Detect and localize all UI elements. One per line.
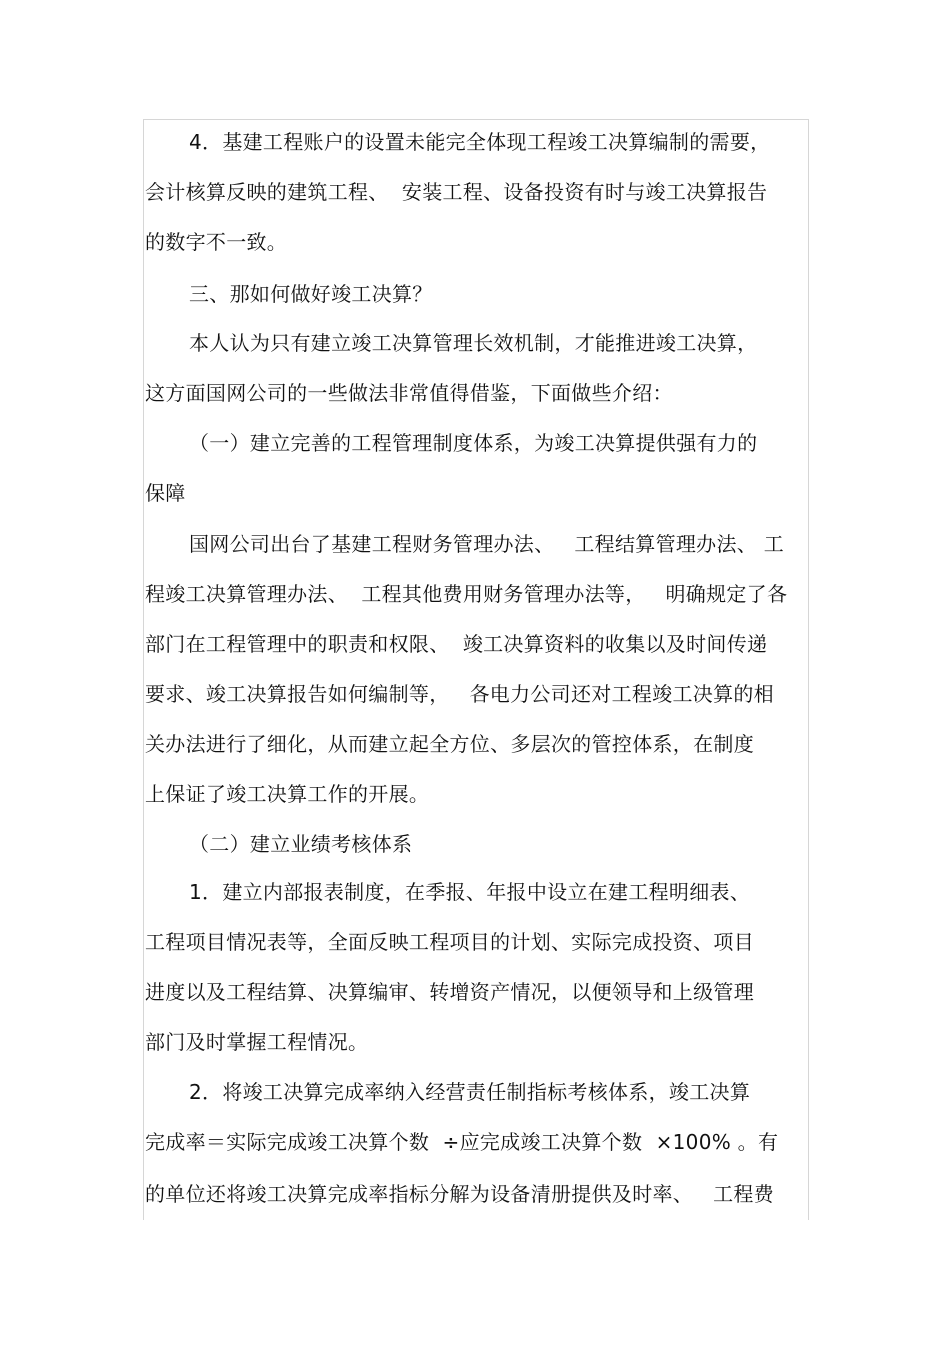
paragraph-line: 本人认为只有建立竣工决算管理长效机制，才能推进竣工决算， [189, 331, 758, 355]
subsection-heading: 保障 [145, 481, 186, 505]
paragraph-line: 关办法进行了细化，从而建立起全方位、多层次的管控体系，在制度 [145, 732, 754, 756]
paragraph-line: 要求、竣工决算报告如何编制等， 各电力公司还对工程竣工决算的相 [145, 682, 774, 706]
paragraph-line: 会计核算反映的建筑工程、 安装工程、设备投资有时与竣工决算报告 [145, 180, 768, 204]
paragraph-line: 2．将竣工决算完成率纳入经营责任制指标考核体系，竣工决算 [189, 1080, 751, 1104]
paragraph-line: 部门在工程管理中的职责和权限、 竣工决算资料的收集以及时间传递 [145, 632, 768, 656]
paragraph-line: 上保证了竣工决算工作的开展。 [145, 782, 430, 806]
paragraph-line: 程竣工决算管理办法、 工程其他费用财务管理办法等， 明确规定了各 [145, 582, 788, 606]
section-heading: 三、那如何做好竣工决算？ [189, 282, 433, 306]
paragraph-line: 进度以及工程结算、决算编审、转增资产情况，以便领导和上级管理 [145, 980, 754, 1004]
paragraph-line: 这方面国网公司的一些做法非常值得借鉴，下面做些介绍： [145, 381, 673, 405]
subsection-heading: （二）建立业绩考核体系 [189, 832, 413, 856]
subsection-heading: （一）建立完善的工程管理制度体系，为竣工决算提供强有力的 [189, 431, 758, 455]
paragraph-line: 4．基建工程账户的设置未能完全体现工程竣工决算编制的需要， [189, 130, 771, 154]
paragraph-line: 的单位还将竣工决算完成率指标分解为设备清册提供及时率、 工程费 [145, 1182, 774, 1206]
paragraph-line: 1．建立内部报表制度，在季报、年报中设立在建工程明细表、 [189, 880, 751, 904]
paragraph-line: 工程项目情况表等，全面反映工程项目的计划、实际完成投资、项目 [145, 930, 754, 954]
paragraph-line: 完成率＝实际完成竣工决算个数 ÷应完成竣工决算个数 ×100% 。有 [145, 1130, 779, 1154]
paragraph-line: 部门及时掌握工程情况。 [145, 1030, 369, 1054]
paragraph-line: 国网公司出台了基建工程财务管理办法、 工程结算管理办法、 工 [189, 532, 785, 556]
paragraph-line: 的数字不一致。 [145, 230, 288, 254]
